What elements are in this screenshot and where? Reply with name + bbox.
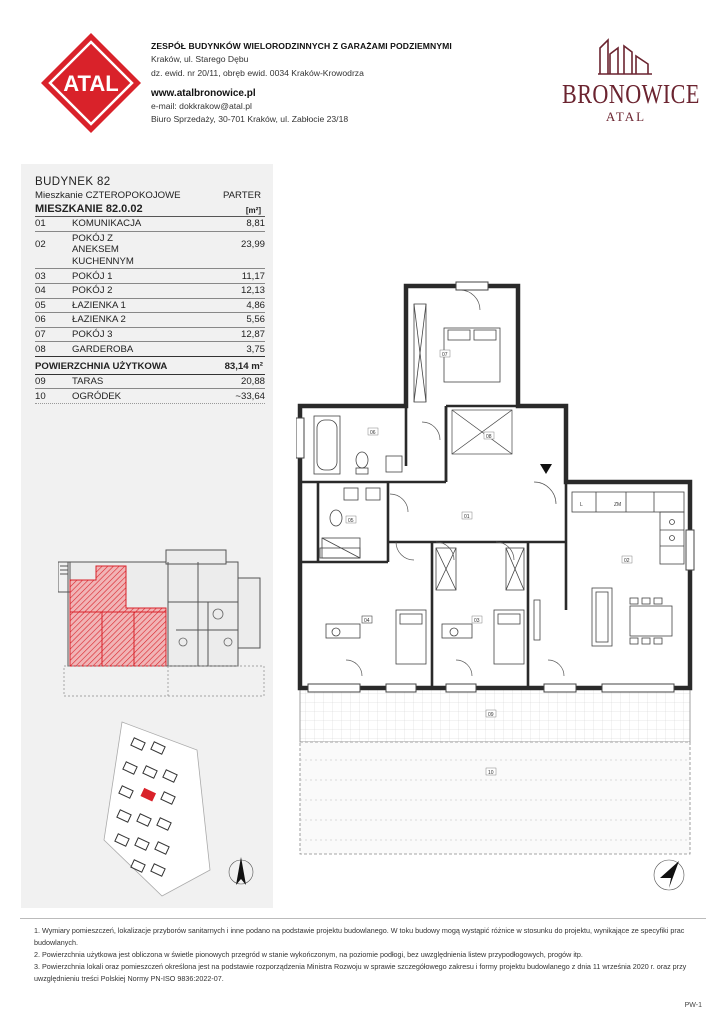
apartment-type: Mieszkanie CZTEROPOKOJOWE xyxy=(35,190,181,201)
apartment-name: MIESZKANIE 82.0.02 xyxy=(35,203,143,215)
room-label-06: 06 xyxy=(370,430,376,436)
project-address: Kraków, ul. Starego Dębu xyxy=(151,54,249,65)
footnotes xyxy=(34,925,694,985)
total-area-label: POWIERZCHNIA UŻYTKOWA xyxy=(35,360,168,372)
atal-logo-text: ATAL xyxy=(63,71,119,96)
room-label-04: 04 xyxy=(364,618,370,624)
brand-sub: ATAL xyxy=(605,109,647,124)
north-arrow-icon xyxy=(652,858,686,892)
extra-row: 09 TARAS 20,88 xyxy=(35,375,265,390)
total-area-value: 83,14 m² xyxy=(224,360,263,372)
oven-label: ZM xyxy=(614,502,622,508)
website-link[interactable]: www.atalbronowice.pl xyxy=(151,87,256,99)
garden-area xyxy=(300,742,690,854)
room-row: 02 POKÓJ Z ANEKSEM KUCHENNYM 23,99 xyxy=(35,232,265,270)
room-label-05: 05 xyxy=(348,518,354,524)
room-label-10: 10 xyxy=(488,770,494,776)
fridge-label: L xyxy=(580,502,583,508)
footnote: 1. Wymiary pomieszczeń, lokalizacje przyborów sanitarnych i inne podano na podstawie projektu budowlanego. W toku budowy mogą wystąpić różnice w stosunku do projektu, wynikające ze specyfiki prac budowlanych. xyxy=(34,926,685,948)
extra-row: 10 OGRÓDEK ~33,64 xyxy=(35,389,265,404)
project-title: ZESPÓŁ BUDYNKÓW WIELORODZINNYCH Z GARAŻAMI PODZIEMNYMI xyxy=(151,41,452,51)
plot-number: dz. ewid. nr 20/11, obręb ewid. 0034 Kraków-Krowodrza xyxy=(151,67,364,78)
room-label-01: 01 xyxy=(464,514,470,520)
atal-logo xyxy=(38,30,144,136)
room-label-09: 09 xyxy=(488,712,494,718)
room-label-08: 08 xyxy=(486,434,492,440)
room-label-03: 03 xyxy=(474,618,480,624)
entrance-arrow-icon xyxy=(540,464,552,474)
apartment-info xyxy=(35,176,265,404)
room-row: 07 POKÓJ 3 12,87 xyxy=(35,328,265,343)
bronowice-logo xyxy=(548,38,704,125)
page-code: PW-1 xyxy=(684,1002,702,1009)
site-plan xyxy=(102,720,212,900)
total-area-row xyxy=(35,357,265,375)
footnote: 2. Powierzchnia użytkowa jest obliczona w świetle pionowych przegród w stanie wykończonym, na poziomie podłogi, bez uwzględnienia listew przypodłogowych, progów itp. xyxy=(34,950,583,960)
building-label: BUDYNEK 82 xyxy=(35,176,111,188)
sales-office: Biuro Sprzedaży, 30-701 Kraków, ul. Zabłocie 23/18 xyxy=(151,114,349,125)
building-icon xyxy=(596,38,656,76)
floor-label: PARTER xyxy=(222,190,261,201)
email-link[interactable]: e-mail: dokkrakow@atal.pl xyxy=(151,101,252,112)
room-row: 03 POKÓJ 1 11,17 xyxy=(35,269,265,284)
room-label-02: 02 xyxy=(624,558,630,564)
floor-plan xyxy=(296,270,696,860)
room-row: 04 POKÓJ 2 12,13 xyxy=(35,284,265,299)
brand-name: BRONOWICE xyxy=(562,79,700,109)
area-unit: [m²] xyxy=(245,206,261,215)
floor-key-plan xyxy=(58,542,270,702)
footnote: 3. Powierzchnia lokali oraz pomieszczeń określona jest na podstawie rozporządzenia Ministra Rozwoju w sprawie szczegółowego zakresu i formy projektu budowlanego z dnia 11 września 2020 r. oraz przy uwzględnieniu treści Polskiej Normy PN-ISO 9836:2022-07. xyxy=(34,962,687,984)
room-row: 05 ŁAZIENKA 1 4,86 xyxy=(35,299,265,314)
project-header xyxy=(151,40,452,127)
room-row: 06 ŁAZIENKA 2 5,56 xyxy=(35,313,265,328)
room-row: 01 KOMUNIKACJA 8,81 xyxy=(35,217,265,232)
room-list xyxy=(35,217,265,357)
footer-divider xyxy=(20,918,706,919)
room-label-07: 07 xyxy=(442,352,448,358)
room-row: 08 GARDEROBA 3,75 xyxy=(35,342,265,357)
north-arrow-icon xyxy=(228,855,254,889)
